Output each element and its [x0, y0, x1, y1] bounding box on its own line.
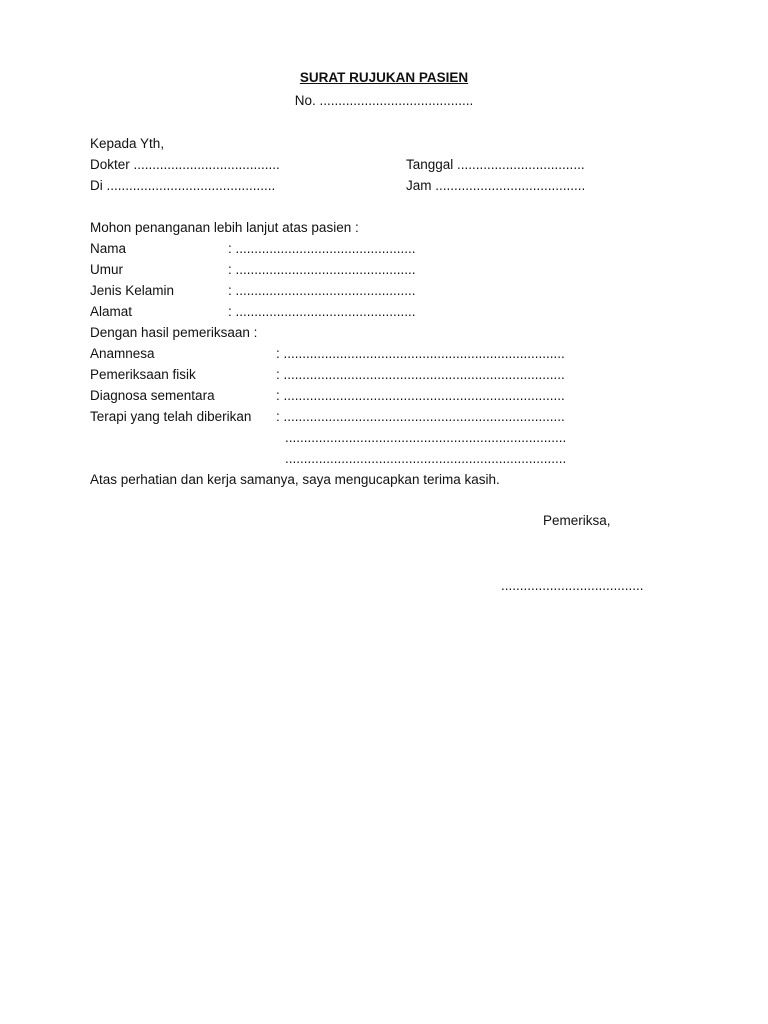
- closing-text: Atas perhatian dan kerja samanya, saya mengucapkan terima kasih.: [90, 472, 500, 487]
- letter-date: Tanggal ..................................: [406, 157, 585, 172]
- examination-field-label: Pemeriksaan fisik: [90, 367, 196, 382]
- patient-field-label: Nama: [90, 241, 127, 256]
- patient-field-value: : ................................................: [228, 241, 416, 256]
- patient-field-value: : ................................................: [228, 283, 416, 298]
- examination-field-value: : ...........................................................................: [276, 409, 565, 424]
- patient-intro: Mohon penanganan lebih lanjut atas pasien :: [90, 220, 359, 235]
- patient-field-label: Alamat: [90, 304, 133, 319]
- document-number: No. .........................................: [294, 93, 474, 108]
- examination-field-value: : ...........................................................................: [276, 388, 565, 403]
- patient-field-value: : ................................................: [228, 262, 416, 277]
- examination-field-label: Diagnosa sementara: [90, 388, 215, 403]
- examination-field-label: Terapi yang telah diberikan: [90, 409, 252, 424]
- examination-field-label: Anamnesa: [90, 346, 155, 361]
- therapy-continuation-line: ...........................................................................: [285, 430, 567, 445]
- addressee-place: Di .............................................: [90, 178, 276, 193]
- addressee-greeting: Kepada Yth,: [90, 136, 165, 151]
- examination-field-value: : ...........................................................................: [276, 346, 565, 361]
- signature-line: ......................................: [501, 578, 644, 593]
- patient-field-value: : ................................................: [228, 304, 416, 319]
- patient-field-label: Umur: [90, 262, 123, 277]
- letter-time: Jam ........................................: [406, 178, 586, 193]
- document-title: SURAT RUJUKAN PASIEN: [299, 70, 469, 85]
- addressee-doctor: Dokter .......................................: [90, 157, 280, 172]
- examination-field-value: : ...........................................................................: [276, 367, 565, 382]
- patient-field-label: Jenis Kelamin: [90, 283, 175, 298]
- examination-intro: Dengan hasil pemeriksaan :: [90, 325, 258, 340]
- therapy-continuation-line: ...........................................................................: [285, 451, 567, 466]
- signer-role: Pemeriksa,: [543, 513, 611, 528]
